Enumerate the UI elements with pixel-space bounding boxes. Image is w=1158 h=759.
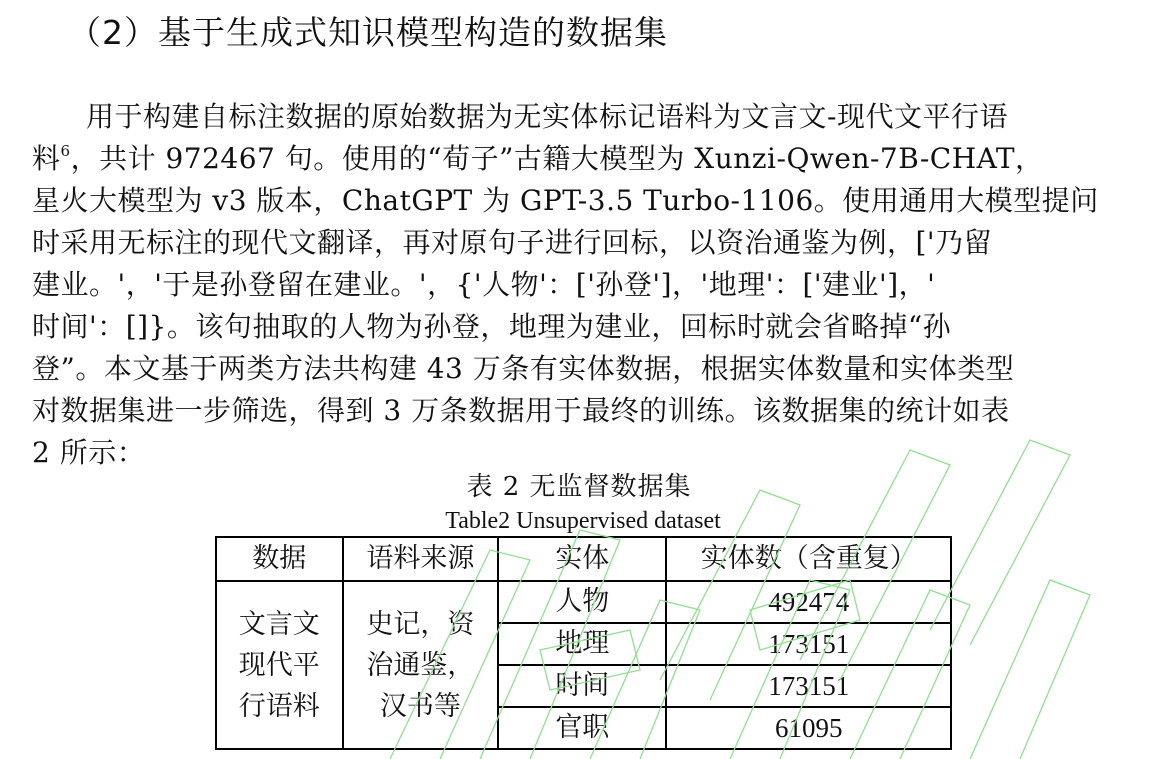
unsupervised-dataset-table xyxy=(215,536,952,750)
paragraph-line: 对数据集进一步筛选，得到 3 万条数据用于最终的训练。该数据集的统计如表 xyxy=(32,394,1010,427)
paragraph-line: 用于构建自标注数据的原始数据为无实体标记语料为文言文-现代文平行语 xyxy=(86,100,1008,133)
entity-cell: 人物 xyxy=(498,581,666,623)
paragraph-line: 时采用无标注的现代文翻译，再对原句子进行回标，以资治通鉴为例，['乃留 xyxy=(32,226,993,259)
count-cell: 61095 xyxy=(666,707,951,749)
watermark-stroke xyxy=(970,580,1090,759)
header-count: 实体数（含重复） xyxy=(666,537,951,581)
count-cell: 492474 xyxy=(666,581,951,623)
entity-cell: 地理 xyxy=(498,623,666,665)
table-caption-chinese: 表 2 无监督数据集 xyxy=(466,472,692,502)
header-source: 语料来源 xyxy=(343,537,499,581)
entity-cell: 时间 xyxy=(498,665,666,707)
paragraph-text: 料 xyxy=(32,142,61,175)
footnote-marker[interactable]: 6 xyxy=(60,142,71,160)
table-caption-english: Table2 Unsupervised dataset xyxy=(445,508,721,534)
section-heading: （2）基于生成式知识模型构造的数据集 xyxy=(68,13,668,52)
paragraph-line: 2 所示： xyxy=(32,436,146,469)
paragraph-line: 建业。'，'于是孙登留在建业。'，{'人物'：['孙登']，'地理'：['建业']，' xyxy=(32,268,936,301)
table-row xyxy=(216,581,951,623)
body-paragraph xyxy=(32,96,1132,474)
paragraph-line xyxy=(32,138,1132,180)
entity-cell: 官职 xyxy=(498,707,666,749)
data-cell: 文言文 现代平 行语料 xyxy=(216,581,343,749)
source-cell: 史记，资 治通鉴， 汉书等 xyxy=(343,581,499,749)
paragraph-line: 时间'：[]}。该句抽取的人物为孙登，地理为建业，回标时就会省略掉“孙 xyxy=(32,310,952,343)
paragraph-line: 登”。本文基于两类方法共构建 43 万条有实体数据，根据实体数量和实体类型 xyxy=(32,352,1015,385)
count-cell: 173151 xyxy=(666,665,951,707)
paragraph-text: ，共计 972467 句。使用的“荀子”古籍大模型为 Xunzi-Qwen-7B-CHAT， xyxy=(70,142,1044,175)
header-entity: 实体 xyxy=(498,537,666,581)
header-data: 数据 xyxy=(216,537,343,581)
paragraph-line: 星火大模型为 v3 版本，ChatGPT 为 GPT-3.5 Turbo-1106。使用通用大模型提问 xyxy=(32,184,1099,217)
count-cell: 173151 xyxy=(666,623,951,665)
table-header-row xyxy=(216,537,951,581)
